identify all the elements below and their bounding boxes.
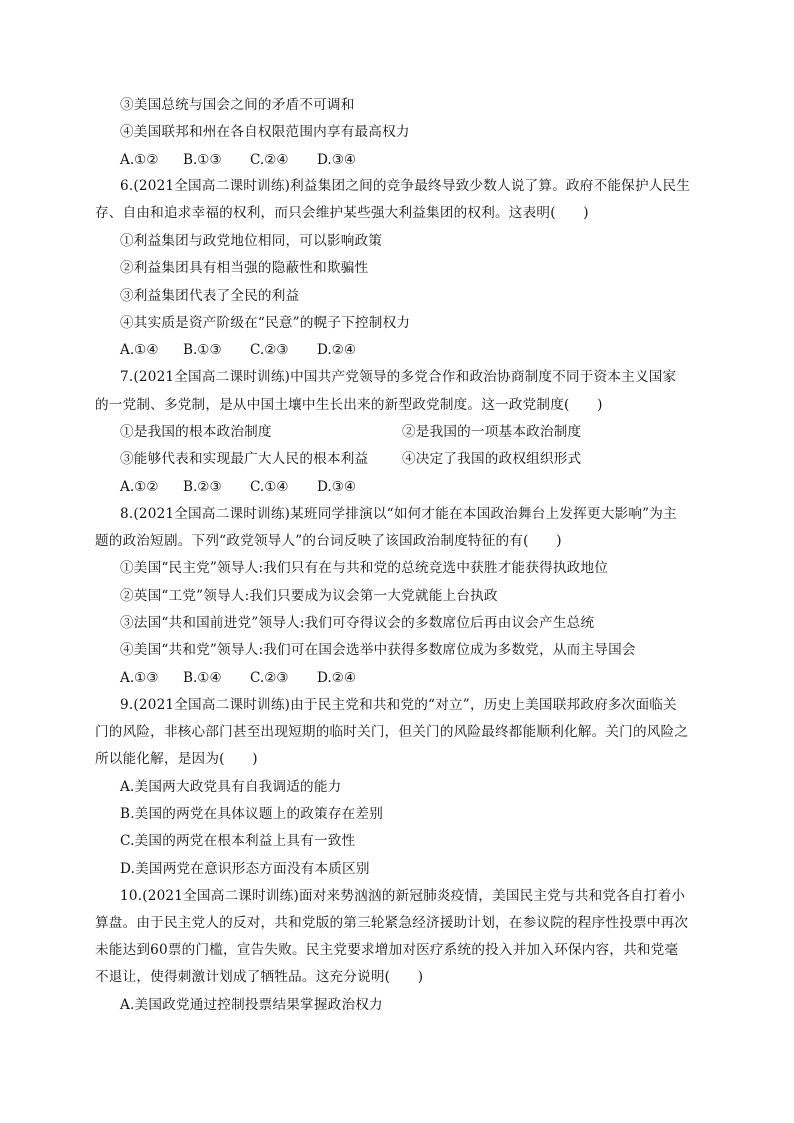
statement-7-1: ①是我国的根本政治制度 (120, 424, 272, 440)
statement-6-2: ②利益集团具有相当强的隐蔽性和欺骗性 (120, 260, 369, 276)
question-9-stem-line-3: 所以能化解，是因为( ) (95, 751, 258, 767)
option-c: C.②③ (250, 342, 289, 358)
option-a: A.①③ (120, 670, 159, 686)
statement-5-4: ④美国联邦和州在各自权限范围内享有最高权力 (120, 124, 410, 140)
question-8-stem-line-2: 题的政治短剧。下列“政党领导人”的台词反映了该国政治制度特征的有( ) (95, 533, 562, 549)
option-a: A.①② (120, 152, 159, 168)
option-d: D.③④ (317, 152, 357, 168)
option-c: C.②④ (250, 152, 289, 168)
option-b: B.②③ (183, 479, 222, 495)
option-c: C.②③ (250, 670, 289, 686)
question-7-stem-line-1: 7.(2021全国高二课时训练)中国共产党领导的多党合作和政治协商制度不同于资本主义国家 (120, 369, 677, 385)
question-10-stem-line-2: 算盘。由于民主党人的反对，共和党版的第三轮紧急经济援助计划，在参议院的程序性投票中再次 (95, 915, 689, 931)
statement-6-4: ④其实质是资产阶级在“民意”的幌子下控制权力 (120, 315, 411, 331)
option-a: A.①② (120, 479, 159, 495)
question-6-stem-line-1: 6.(2021全国高二课时训练)利益集团之间的竞争最终导致少数人说了算。政府不能保护人民生 (120, 178, 691, 194)
statement-8-3: ③法国“共和国前进党”领导人:我们可夺得议会的多数席位后再由议会产生总统 (120, 615, 595, 631)
option-10-a: A.美国政党通过控制投票结果掌握政治权力 (120, 997, 383, 1013)
statement-8-1: ①美国“民主党”领导人:我们只有在与共和党的总统竞选中获胜才能获得执政地位 (120, 560, 609, 576)
option-b: B.①③ (183, 342, 222, 358)
option-d: D.②④ (317, 342, 357, 358)
question-7-stem-line-2: 的一党制、多党制，是从中国土壤中生长出来的新型政党制度。这一政党制度( ) (95, 397, 603, 413)
statement-7-3: ③能够代表和实现最广大人民的根本利益 (120, 451, 369, 467)
option-9-a: A.美国两大政党具有自我调适的能力 (120, 779, 342, 795)
statement-6-1: ①利益集团与政党地位相同，可以影响政策 (120, 233, 383, 249)
answer-options-q8 (120, 668, 387, 688)
answer-options-q5 (120, 150, 387, 170)
statement-8-4: ④美国“共和党”领导人:我们可在国会选举中获得多数席位成为多数党，从而主导国会 (120, 642, 636, 658)
question-9-stem-line-1: 9.(2021全国高二课时训练)由于民主党和共和党的“对立”，历史上美国联邦政府多次面临关 (120, 697, 677, 713)
statement-8-2: ②英国“工党”领导人:我们只要成为议会第一大党就能上台执政 (120, 588, 498, 604)
option-9-b: B.美国的两党在具体议题上的政策存在差别 (120, 806, 383, 822)
question-8-stem-line-1: 8.(2021全国高二课时训练)某班同学排演以“如何才能在本国政治舞台上发挥更大影响”为主 (120, 506, 677, 522)
statement-6-3: ③利益集团代表了全民的利益 (120, 288, 300, 304)
statement-5-3: ③美国总统与国会之间的矛盾不可调和 (120, 97, 355, 113)
option-c: C.①④ (250, 479, 289, 495)
answer-options-q6 (120, 340, 387, 360)
option-9-c: C.美国的两党在根本利益上具有一致性 (120, 833, 356, 849)
option-a: A.①④ (120, 342, 159, 358)
answer-options-q7 (120, 477, 387, 497)
option-b: B.①③ (183, 152, 222, 168)
option-9-d: D.美国两党在意识形态方面没有本质区别 (120, 861, 370, 877)
statement-7-4: ④决定了我国的政权组织形式 (402, 451, 582, 467)
question-10-stem-line-3: 未能达到60票的门槛，宣告失败。民主党要求增加对医疗系统的投入并加入环保内容，共和党毫 (95, 942, 679, 958)
option-d: D.③④ (317, 479, 357, 495)
question-6-stem-line-2: 存、自由和追求幸福的权利，而只会维护某些强大利益集团的权利。这表明( ) (95, 205, 589, 221)
option-b: B.①④ (183, 670, 222, 686)
question-10-stem-line-1: 10.(2021全国高二课时训练)面对来势汹汹的新冠肺炎疫情，美国民主党与共和党各自打着小 (120, 888, 686, 904)
option-d: D.②④ (317, 670, 357, 686)
statement-7-2: ②是我国的一项基本政治制度 (402, 424, 582, 440)
question-9-stem-line-2: 门的风险，非核心部门甚至出现短期的临时关门，但关门的风险最终都能顺利化解。关门的风险之 (95, 724, 689, 740)
question-10-stem-line-4: 不退让，使得刺激计划成了牺牲品。这充分说明( ) (95, 969, 424, 985)
